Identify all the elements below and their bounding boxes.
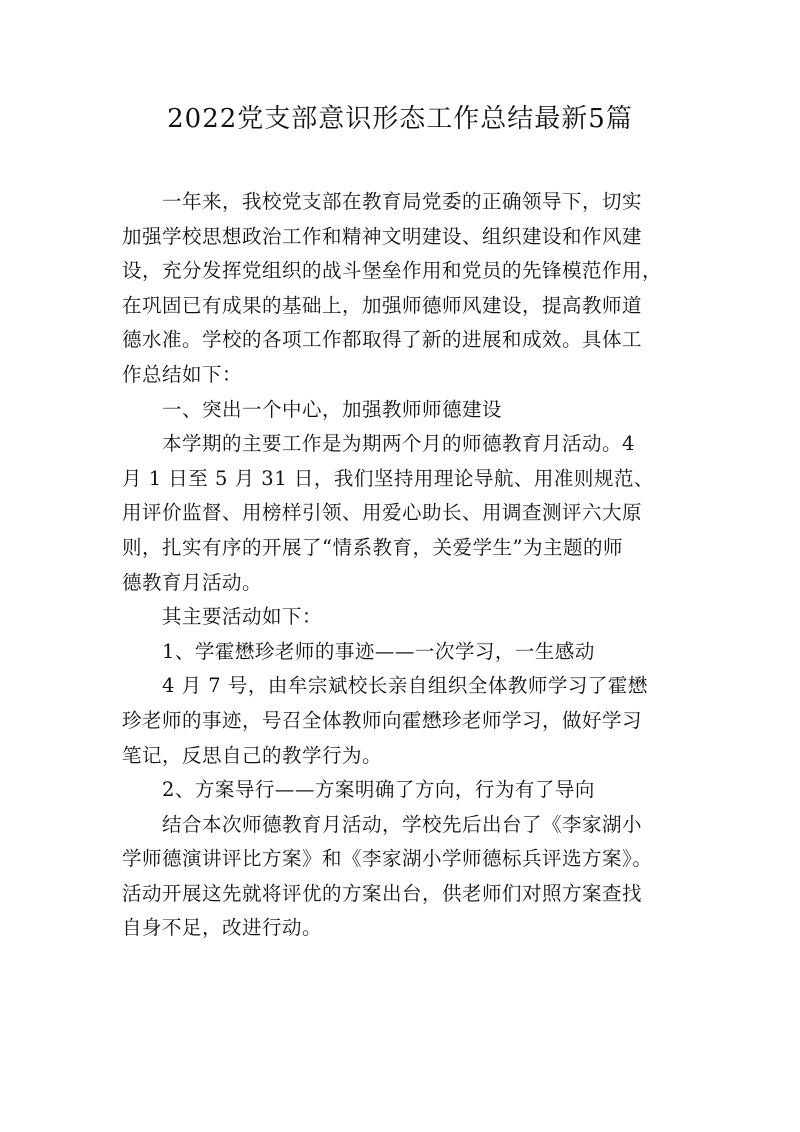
paragraph-line: 4 月 7 号，由牟宗斌校长亲自组织全体教师学习了霍懋 <box>162 674 648 698</box>
paragraph-line: 活动开展这先就将评优的方案出台，供老师们对照方案查找 <box>122 881 643 905</box>
paragraph-line: 德水准。学校的各项工作都取得了新的进展和成效。具体工 <box>122 328 643 352</box>
section-heading: 一、突出一个中心，加强教师师德建设 <box>162 397 503 421</box>
paragraph-line: 在巩固已有成果的基础上，加强师德师风建设，提高教师道 <box>122 293 643 317</box>
paragraph-line: 本学期的主要工作是为期两个月的师德教育月活动。4 <box>162 432 635 456</box>
paragraph-line: 德教育月活动。 <box>122 570 263 594</box>
paragraph-line: 月 1 日至 5 月 31 日，我们坚持用理论导航、用准则规范、 <box>122 466 654 490</box>
paragraph-line: 结合本次师德教育月活动，学校先后出台了《李家湖小 <box>162 812 643 836</box>
paragraph-line: 珍老师的事迹，号召全体教师向霍懋珍老师学习，做好学习 <box>122 708 643 732</box>
subsection-heading: 2、方案导行——方案明确了方向，行为有了导向 <box>162 778 595 802</box>
paragraph-line: 则，扎实有序的开展了“情系教育，关爱学生”为主题的师 <box>122 535 623 559</box>
document-body <box>122 185 682 946</box>
paragraph-line: 设，充分发挥党组织的战斗堡垒作用和党员的先锋模范作用， <box>122 259 663 283</box>
paragraph-line: 用评价监督、用榜样引领、用爱心助长、用调查测评六大原 <box>122 501 643 525</box>
paragraph-line: 加强学校思想政治工作和精神文明建设、组织建设和作风建 <box>122 224 643 248</box>
paragraph-line: 自身不足，改进行动。 <box>122 916 323 940</box>
paragraph-line: 笔记，反思自己的教学行为。 <box>122 743 383 767</box>
subsection-heading: 1、学霍懋珍老师的事迹——一次学习，一生感动 <box>162 639 595 663</box>
paragraph-line: 一年来，我校党支部在教育局党委的正确领导下，切实 <box>162 190 643 213</box>
paragraph-line: 作总结如下： <box>122 362 243 386</box>
paragraph-line: 学师德演讲评比方案》和《李家湖小学师德标兵评选方案》。 <box>122 847 653 871</box>
document-title: 2022党支部意识形态工作总结最新5篇 <box>167 104 633 134</box>
paragraph-line: 其主要活动如下： <box>162 605 323 629</box>
